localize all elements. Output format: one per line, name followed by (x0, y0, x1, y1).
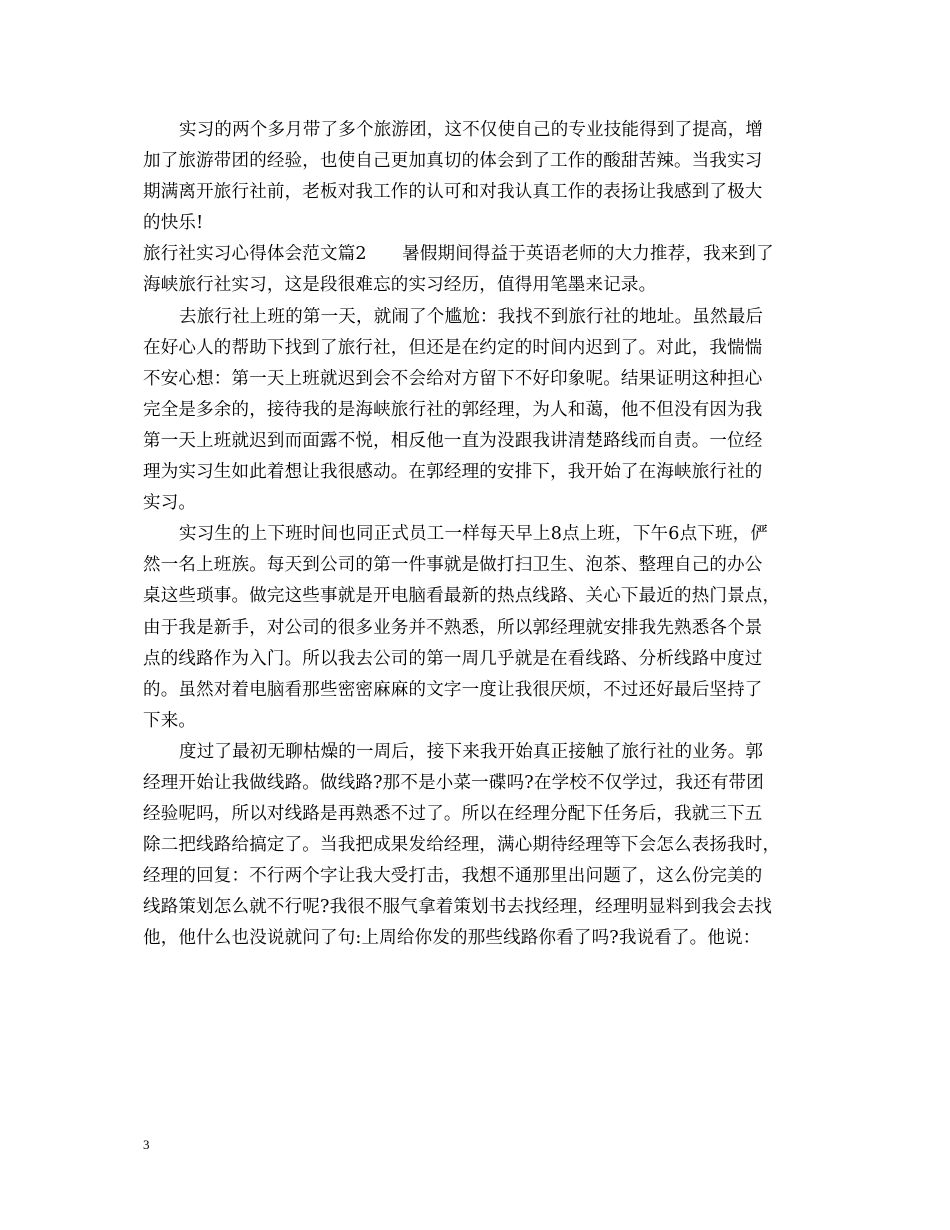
document-body (143, 115, 823, 955)
text-line: 除二把线路给搞定了。当我把成果发给经理，满心期待经理等下会怎么表扬我时， (143, 835, 781, 856)
text-line: 在好心人的帮助下找到了旅行社，但还是在约定的时间内迟到了。对此，我惴惴 (143, 337, 763, 358)
text-line: 点的线路作为入门。所以我去公司的第一周几乎就是在看线路、分析线路中度过 (143, 648, 763, 669)
text-line: 下来。 (143, 710, 197, 731)
text-line: 第一天上班就迟到而面露不悦，相反他一直为没跟我讲清楚路线而自责。一位经 (143, 430, 763, 451)
text-line: 实习。 (143, 493, 197, 514)
text-line: 的。虽然对着电脑看那些密密麻麻的文字一度让我很厌烦，不过还好最后坚持了 (143, 679, 763, 700)
page-number: 3 (143, 1137, 150, 1152)
text-line: 经验呢吗，所以对线路是再熟悉不过了。所以在经理分配下任务后，我就三下五 (143, 804, 763, 825)
text-line: 他，他什么也没说就问了句:上周给你发的那些线路你看了吗?我说看了。他说： (143, 928, 761, 949)
text-line: 然一名上班族。每天到公司的第一件事就是做打扫卫生、泡茶、整理自己的办公 (143, 555, 763, 576)
text-line: 度过了最初无聊枯燥的一周后，接下来我开始真正接触了旅行社的业务。郭 (179, 741, 764, 762)
text-line: 由于我是新手，对公司的很多业务并不熟悉，所以郭经理就安排我先熟悉各个景 (143, 617, 763, 638)
text-line: 完全是多余的，接待我的是海峡旅行社的郭经理，为人和蔼，他不但没有因为我 (143, 399, 763, 420)
text-line: 桌这些琐事。做完这些事就是开电脑看最新的热点线路、关心下最近的热门景点， (143, 586, 781, 607)
text-line: 经理开始让我做线路。做线路?那不是小菜一碟吗?在学校不仅学过，我还有带团 (143, 772, 764, 793)
text-line: 不安心想：第一天上班就迟到会不会给对方留下不好印象呢。结果证明这种担心 (143, 368, 763, 389)
text-line: 海峡旅行社实习，这是段很难忘的实习经历，值得用笔墨来记录。 (143, 275, 657, 296)
text-line: 加了旅游带团的经验，也使自己更加真切的体会到了工作的酸甜苦辣。当我实习 (143, 151, 763, 172)
text-line: 经理的回复：不行两个字让我大受打击，我想不通那里出问题了，这么份完美的 (143, 866, 763, 887)
text-line: 线路策划怎么就不行呢?我很不服气拿着策划书去找经理，经理明显料到我会去找 (143, 897, 773, 918)
text-line: 期满离开旅行社前，老板对我工作的认可和对我认真工作的表扬让我感到了极大 (143, 182, 763, 203)
text-line: 实习的两个多月带了多个旅游团，这不仅使自己的专业技能得到了提高，增 (179, 120, 764, 140)
section-heading-line: 旅行社实习心得体会范文篇2 暑假期间得益于英语老师的大力推荐，我来到了 (143, 244, 774, 265)
text-line: 的快乐! (143, 213, 204, 234)
text-line: 理为实习生如此着想让我很感动。在郭经理的安排下，我开始了在海峡旅行社的 (143, 462, 763, 483)
text-line: 实习生的上下班时间也同正式员工一样每天早上8点上班，下午6点下班，俨 (179, 524, 769, 545)
text-line: 去旅行社上班的第一天，就闹了个尴尬：我找不到旅行社的地址。虽然最后 (179, 306, 764, 327)
